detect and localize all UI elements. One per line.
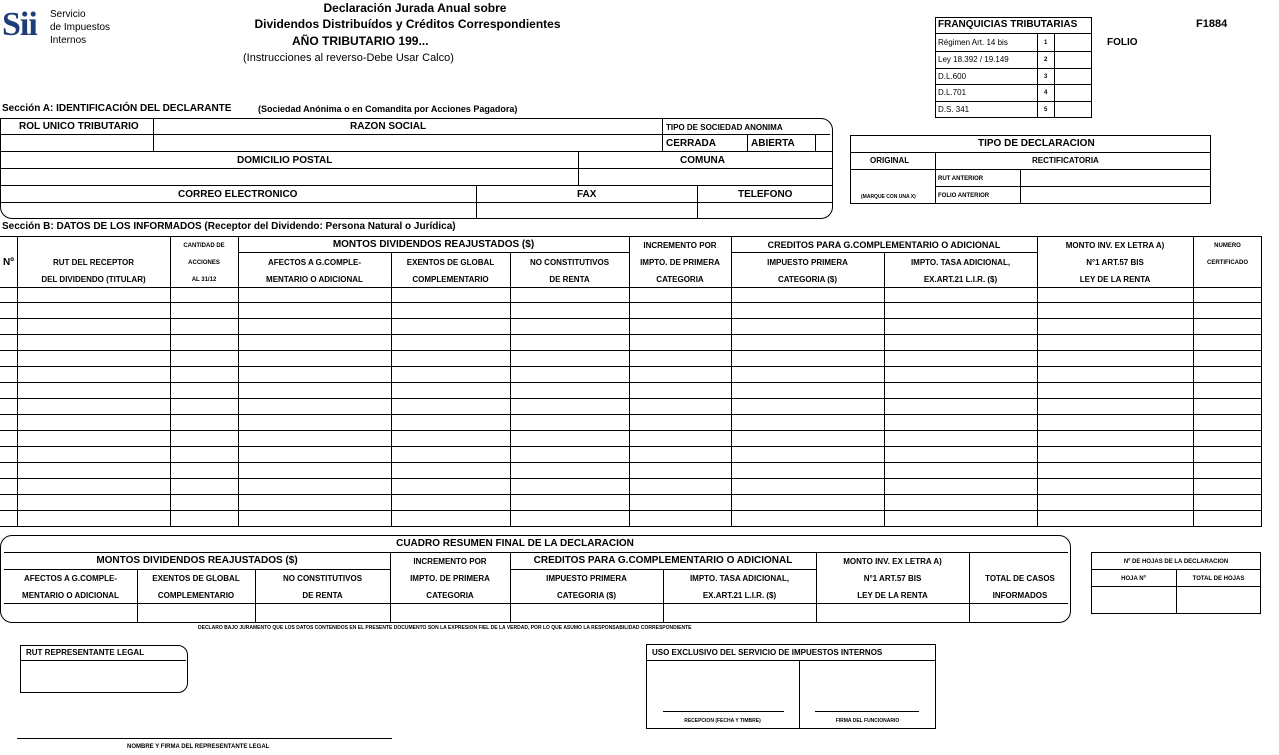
total-hojas-label: TOTAL DE HOJAS bbox=[1192, 576, 1245, 582]
rut-input[interactable] bbox=[1, 135, 152, 151]
comuna-label: COMUNA bbox=[680, 155, 725, 166]
franquicia-label-3: D.L.600 bbox=[938, 72, 967, 81]
franquicia-num-5: 5 bbox=[1044, 107, 1048, 113]
col-monto-header-2: N°1 ART.57 BIS bbox=[1086, 258, 1144, 267]
resumen-afectos-input[interactable] bbox=[5, 604, 136, 619]
franquicia-check-4[interactable] bbox=[1055, 85, 1091, 100]
section-a-subtitle: (Sociedad Anónima o en Comandita por Acciones Pagadora) bbox=[258, 104, 518, 114]
table-row[interactable] bbox=[0, 462, 1262, 463]
sii-logo-line1: Servicio bbox=[50, 9, 86, 20]
col-afectos-header-2: MENTARIO O ADICIONAL bbox=[266, 275, 363, 284]
col-rut-header-2: DEL DIVIDENDO (TITULAR) bbox=[41, 275, 146, 284]
hojas-title: Nº DE HOJAS DE LA DECLARACION bbox=[1123, 559, 1229, 565]
folio-input[interactable] bbox=[1142, 33, 1211, 51]
sii-logo-line2: de Impuestos bbox=[50, 22, 111, 33]
resumen-tasa-2: EX.ART.21 L.I.R. ($) bbox=[702, 591, 777, 600]
franquicia-label-5: D.S. 341 bbox=[938, 105, 970, 114]
franquicia-num-3: 3 bbox=[1044, 74, 1048, 80]
form-code: F1884 bbox=[1196, 18, 1228, 30]
telefono-input[interactable] bbox=[698, 203, 820, 218]
resumen-noconst-2: DE RENTA bbox=[302, 591, 343, 600]
resumen-incremento-1: INCREMENTO POR bbox=[413, 557, 487, 566]
franquicia-check-2[interactable] bbox=[1055, 52, 1091, 67]
col-incremento-header-1: INCREMENTO POR bbox=[643, 241, 717, 250]
tipo-sociedad-label: TIPO DE SOCIEDAD ANONIMA bbox=[666, 123, 783, 132]
sii-logo bbox=[2, 8, 122, 50]
col-noconst-header-2: DE RENTA bbox=[549, 275, 590, 284]
telefono-label: TELEFONO bbox=[738, 189, 793, 200]
folio-anterior-label: FOLIO ANTERIOR bbox=[938, 193, 990, 199]
franquicia-num-1: 1 bbox=[1044, 40, 1048, 46]
section-a-title: Sección A: IDENTIFICACIÓN DEL DECLARANTE bbox=[2, 103, 232, 114]
col-cant-header-2: ACCIONES bbox=[188, 260, 220, 266]
table-row[interactable] bbox=[0, 302, 1262, 303]
abierta-checkbox[interactable] bbox=[816, 135, 830, 150]
table-row[interactable] bbox=[0, 350, 1262, 351]
rut-anterior-input[interactable] bbox=[1021, 170, 1210, 186]
franquicia-check-3[interactable] bbox=[1055, 69, 1091, 84]
col-exentos-header-1: EXENTOS DE GLOBAL bbox=[406, 258, 495, 267]
declaration-statement: DECLARO BAJO JURAMENTO QUE LOS DATOS CONTENIDOS EN EL PRESENTE DOCUMENTO SON LA EXPRESION FIEL DE LA VERDAD, POR LO QUE ASUMO LA RESPONSABILIDAD CORRESPONDIENTE bbox=[198, 625, 692, 631]
creditos-group-header: CREDITOS PARA G.COMPLEMENTARIO O ADICIONAL bbox=[767, 240, 1001, 250]
table-row[interactable] bbox=[0, 478, 1262, 479]
razon-social-label: RAZON SOCIAL bbox=[350, 121, 427, 132]
abierta-label: ABIERTA bbox=[751, 138, 795, 149]
table-row[interactable] bbox=[0, 446, 1262, 447]
total-hojas-input[interactable] bbox=[1177, 587, 1260, 613]
form-instructions: (Instrucciones al reverso-Debe Usar Calco) bbox=[243, 52, 454, 64]
hoja-n-input[interactable] bbox=[1092, 587, 1175, 613]
resumen-exentos-1: EXENTOS DE GLOBAL bbox=[152, 574, 240, 583]
resumen-incremento-3: CATEGORIA bbox=[426, 591, 474, 600]
firma-funcionario-label: FIRMA DEL FUNCIONARIO bbox=[835, 718, 900, 724]
table-row[interactable] bbox=[0, 318, 1262, 319]
table-row[interactable] bbox=[0, 510, 1262, 511]
col-numero-header-2: CERTIFICADO bbox=[1207, 260, 1248, 266]
table-row[interactable] bbox=[0, 398, 1262, 399]
folio-label: FOLIO bbox=[1107, 37, 1138, 48]
resumen-tasa-1: IMPTO. TASA ADICIONAL, bbox=[689, 574, 790, 583]
franquicias-title: FRANQUICIAS TRIBUTARIAS bbox=[938, 19, 1078, 30]
correo-label: CORREO ELECTRONICO bbox=[178, 189, 298, 200]
table-row[interactable] bbox=[0, 430, 1262, 431]
uso-exclusivo-title: USO EXCLUSIVO DEL SERVICIO DE IMPUESTOS INTERNOS bbox=[652, 648, 883, 657]
franquicia-check-1[interactable] bbox=[1055, 34, 1091, 50]
resumen-monto-2: N°1 ART.57 BIS bbox=[863, 574, 922, 583]
domicilio-label: DOMICILIO POSTAL bbox=[237, 155, 333, 166]
table-row[interactable] bbox=[0, 334, 1262, 335]
franquicia-num-4: 4 bbox=[1044, 90, 1048, 96]
resumen-total-2: INFORMADOS bbox=[992, 591, 1048, 600]
col-rut-header-1: RUT DEL RECEPTOR bbox=[52, 258, 135, 267]
form-title-line1: Declaración Jurada Anual sobre bbox=[323, 1, 507, 15]
cerrada-checkbox[interactable] bbox=[730, 135, 746, 150]
table-row[interactable] bbox=[0, 382, 1262, 383]
correo-input[interactable] bbox=[1, 203, 475, 218]
table-row[interactable] bbox=[0, 494, 1262, 495]
col-monto-header-1: MONTO INV. EX LETRA A) bbox=[1065, 241, 1165, 250]
resumen-noconst-input[interactable] bbox=[256, 604, 389, 619]
tipo-declaracion-title: TIPO DE DECLARACION bbox=[978, 138, 1095, 149]
sii-logo-mark: Sii bbox=[2, 6, 37, 43]
razon-social-field[interactable] bbox=[154, 135, 661, 151]
form-title-line2: Dividendos Distribuídos y Créditos Correspondientes bbox=[254, 17, 561, 31]
col-monto-header-3: LEY DE LA RENTA bbox=[1079, 275, 1151, 284]
folio-anterior-input[interactable] bbox=[1021, 187, 1210, 203]
rut-representante-input[interactable] bbox=[22, 662, 182, 690]
col-tasa-header-2: EX.ART.21 L.I.R. ($) bbox=[923, 275, 998, 284]
recepcion-label: RECEPCION (FECHA Y TIMBRE) bbox=[684, 718, 761, 724]
franquicia-label-2: Ley 18.392 / 19.149 bbox=[938, 55, 1009, 64]
original-label: ORIGINAL bbox=[870, 156, 910, 165]
resumen-noconst-1: NO CONSTITUTIVOS bbox=[282, 574, 363, 583]
resumen-exentos-input[interactable] bbox=[138, 604, 254, 619]
resumen-creditos-group: CREDITOS PARA G.COMPLEMENTARIO O ADICIONAL bbox=[533, 555, 793, 566]
fax-input[interactable] bbox=[477, 203, 696, 218]
domicilio-input[interactable] bbox=[1, 169, 577, 185]
rut-representante-label: RUT REPRESENTANTE LEGAL bbox=[26, 648, 145, 657]
col-exentos-header-2: COMPLEMENTARIO bbox=[412, 275, 489, 284]
hoja-n-label: HOJA Nº bbox=[1121, 576, 1146, 582]
section-b-title: Sección B: DATOS DE LOS INFORMADOS (Receptor del Dividendo: Persona Natural o Jurídica) bbox=[2, 221, 456, 232]
resumen-incremento-input[interactable] bbox=[391, 604, 509, 619]
col-impuesto-header-1: IMPUESTO PRIMERA bbox=[767, 258, 848, 267]
rectificatoria-label: RECTIFICATORIA bbox=[1032, 156, 1099, 165]
resumen-exentos-2: COMPLEMENTARIO bbox=[157, 591, 235, 600]
cerrada-label: CERRADA bbox=[666, 138, 716, 149]
rut-label: ROL UNICO TRIBUTARIO bbox=[19, 121, 139, 132]
franquicia-check-5[interactable] bbox=[1055, 102, 1091, 117]
fax-label: FAX bbox=[577, 189, 597, 200]
resumen-afectos-2: MENTARIO O ADICIONAL bbox=[22, 591, 119, 600]
col-afectos-header-1: AFECTOS A G.COMPLE- bbox=[267, 258, 362, 267]
franquicia-label-1: Régimen Art. 14 bis bbox=[938, 38, 1008, 47]
resumen-monto-3: LEY DE LA RENTA bbox=[857, 591, 928, 600]
resumen-impuesto-2: CATEGORIA ($) bbox=[556, 591, 617, 600]
resumen-impuesto-input[interactable] bbox=[511, 604, 662, 619]
resumen-monto-1: MONTO INV. EX LETRA A) bbox=[843, 557, 942, 566]
resumen-title: CUADRO RESUMEN FINAL DE LA DECLARACION bbox=[396, 538, 634, 549]
firma-representante-label: NOMBRE Y FIRMA DEL REPRESENTANTE LEGAL bbox=[127, 744, 270, 750]
rut-anterior-label: RUT ANTERIOR bbox=[938, 176, 984, 182]
sii-logo-line3: Internos bbox=[50, 35, 87, 46]
franquicia-num-2: 2 bbox=[1044, 57, 1048, 63]
col-numero-header-1: NUMERO bbox=[1214, 243, 1241, 249]
col-incremento-header-2: IMPTO. DE PRIMERA bbox=[640, 258, 720, 267]
resumen-afectos-1: AFECTOS A G.COMPLE- bbox=[23, 574, 118, 583]
resumen-montos-group: MONTOS DIVIDENDOS REAJUSTADOS ($) bbox=[96, 555, 298, 566]
original-checkbox[interactable] bbox=[851, 170, 934, 192]
resumen-tasa-input[interactable] bbox=[664, 604, 815, 619]
resumen-monto-input[interactable] bbox=[817, 604, 968, 619]
col-n-header: Nº bbox=[3, 257, 14, 268]
col-incremento-header-3: CATEGORIA bbox=[656, 275, 704, 284]
col-impuesto-header-2: CATEGORIA ($) bbox=[777, 275, 838, 284]
resumen-total-1: TOTAL DE CASOS bbox=[985, 574, 1055, 583]
col-noconst-header-1: NO CONSTITUTIVOS bbox=[529, 258, 610, 267]
comuna-input[interactable] bbox=[579, 169, 831, 185]
col-cant-header-3: AL 31/12 bbox=[191, 277, 217, 283]
col-tasa-header-1: IMPTO. TASA ADICIONAL, bbox=[910, 258, 1011, 267]
resumen-impuesto-1: IMPUESTO PRIMERA bbox=[546, 574, 627, 583]
form-title-year: AÑO TRIBUTARIO 199... bbox=[292, 34, 429, 48]
table-row[interactable] bbox=[0, 414, 1262, 415]
franquicia-label-4: D.L.701 bbox=[938, 88, 967, 97]
table-row[interactable] bbox=[0, 366, 1262, 367]
resumen-incremento-2: IMPTO. DE PRIMERA bbox=[410, 574, 490, 583]
marque-x-note: (MARQUE CON UNA X) bbox=[861, 194, 916, 200]
montos-group-header: MONTOS DIVIDENDOS REAJUSTADOS ($) bbox=[332, 239, 535, 250]
resumen-total-input[interactable] bbox=[970, 604, 1064, 619]
col-cant-header-1: CANTIDAD DE bbox=[183, 243, 225, 249]
